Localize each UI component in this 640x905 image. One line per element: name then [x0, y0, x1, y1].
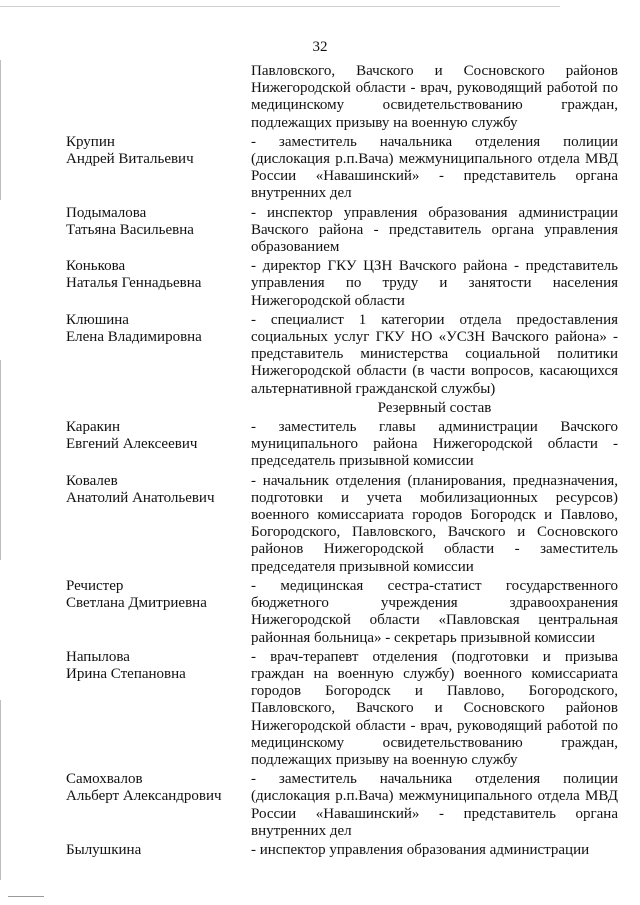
member-surname: Самохвалов [66, 771, 143, 788]
member-name [66, 649, 251, 683]
member-surname: Напылова [66, 648, 130, 665]
scan-left-edge-mark [0, 360, 1, 560]
scan-bottom-mark [8, 896, 44, 897]
member-surname: Ковалев [66, 472, 118, 489]
commission-list [66, 63, 618, 861]
member-given-names: Альберт Александрович [66, 788, 222, 805]
member-surname: Речистер [66, 577, 124, 594]
page-number: 32 [312, 39, 328, 55]
member-name [66, 258, 251, 292]
member-role: - заместитель начальника отделения полиции (дислокация р.п.Вача) межмуниципального отдела МВД России «Навашинский» - представитель органа внутренних дел [251, 771, 618, 839]
member-name [66, 134, 251, 168]
reserve-member-row [66, 842, 618, 859]
reserve-section-title: Резервный состав [377, 399, 492, 416]
member-name [66, 771, 251, 805]
member-surname: Клюшина [66, 311, 129, 328]
member-surname: Конькова [66, 258, 126, 275]
member-role: - заместитель начальника отделения полиции (дислокация р.п.Вача) межмуниципального отдела МВД России «Навашинский» - представитель органа внутренних дел [251, 133, 618, 202]
member-name [66, 205, 251, 239]
member-given-names: Светлана Дмитриевна [66, 595, 207, 612]
member-name [66, 473, 251, 507]
reserve-member-row [66, 649, 618, 769]
member-role: - медицинская сестра-статист государственного бюджетного учреждения здравоохранения Нижегородской области «Павловская центральная районная больница» - секретарь призывной комиссии [251, 577, 618, 646]
scan-left-edge-mark [0, 700, 1, 880]
member-role: - заместитель главы администрации Вачского муниципального района Нижегородской области - председатель призывной комиссии [251, 419, 618, 470]
member-surname: Крупин [66, 133, 115, 150]
member-row [66, 312, 618, 398]
member-name [66, 842, 251, 859]
member-surname: Подымалова [66, 204, 147, 221]
member-role: - специалист 1 категории отдела предоставления социальных услуг ГКУ НО «УСЗН Вачского района» - представитель министерства социальной политики Нижегородской области (в части вопросов, касающихся альтернативной гражданской службы) [251, 311, 618, 397]
member-role: - начальник отделения (планирования, предназначения, подготовки и учета мобилизационных ресурсов) военного комиссариата городов Богородск и Павлово, Богородского, Павловского, Вачского и Сосновского районов Нижегородской области - заместитель председателя призывной комиссии [251, 472, 618, 575]
member-name [66, 419, 251, 453]
member-row [66, 134, 618, 203]
reserve-member-row [66, 473, 618, 576]
member-row [66, 258, 618, 310]
member-role: - инспектор управления образования администрации Вачского района - представитель органа управления образованием [251, 204, 618, 256]
member-given-names: Анатолий Анатольевич [66, 489, 215, 506]
reserve-member-row [66, 771, 618, 840]
member-given-names: Ирина Степановна [66, 665, 186, 682]
member-surname: Каракин [66, 419, 120, 436]
member-role: - врач-терапевт отделения (подготовки и призыва граждан на военную службу) военного комиссариата городов Богородск и Павлово, Богородского, Павловского, Вачского и Сосновского районов Нижегородской области - врач, руководящий работой по медицинскому освидетельствованию граждан, подлежащих призыву на военную службу [251, 648, 618, 768]
member-name [66, 578, 251, 612]
member-name [66, 312, 251, 346]
reserve-member-row [66, 419, 618, 471]
member-role: - инспектор управления образования администрации [251, 841, 590, 858]
member-surname: Былушкина [66, 841, 142, 858]
member-given-names: Андрей Витальевич [66, 151, 194, 168]
member-row [66, 205, 618, 257]
member-given-names: Наталья Геннадьевна [66, 275, 202, 292]
member-given-names: Евгений Алексеевич [66, 436, 198, 453]
member-role: - директор ГКУ ЦЗН Вачского района - представитель управления по труду и занятости населения Нижегородской области [251, 258, 618, 309]
member-given-names: Татьяна Васильевна [66, 221, 194, 238]
scan-top-rule [0, 6, 560, 7]
reserve-member-row [66, 578, 618, 647]
member-given-names: Елена Владимировна [66, 329, 202, 346]
intro-continuation: Павловского, Вачского и Сосновского районов Нижегородской области - врач, руководящий работой по медицинскому освидетельствованию граждан, подлежащих призыву на военную службу [251, 63, 618, 131]
scan-left-edge-mark [0, 60, 1, 200]
